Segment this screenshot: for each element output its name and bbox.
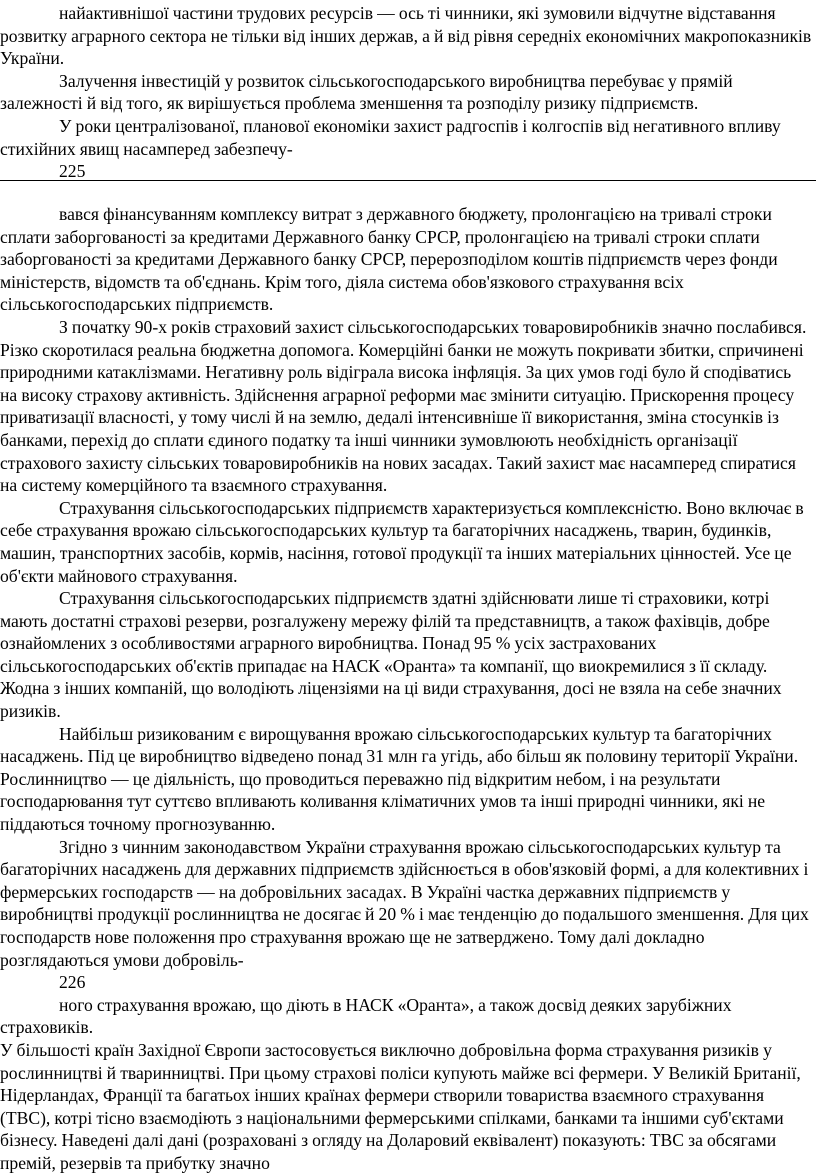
paragraph: У більшості країн Західної Європи застосовується виключно добровільна форма страхування ризиків у рослинництві й тваринництві. При цьому страхові поліси купують майже всі фермери. У Великій Британії, Нідерландах, Франції та багатьох інших країнах фермери створили товариства взаємного страхування (ТВС), котрі тісно взаємодіють з національними фермерськими спілками, банками та іншими суб'єктами бізнесу. Наведені далі дані (розраховані з огляду на Доларовий еквівалент) показують: ТВС за обсягами премій, резервів та прибутку значно [0, 1039, 801, 1173]
paragraph: У роки централізованої, планової економіки захист радгоспів і колгоспів від негативного впливу стихійних явищ насамперед забезпечу- [0, 115, 781, 159]
paragraph: вався фінансуванням комплексу витрат з державного бюджету, пролонгацією на тривалі строки сплати заборгованості за кредитами Державного банку СРСР, пролонгацією на тривалі строки сплати заборгованості за кредитами Державного банку СРСР, перерозподілом коштів підприємств через фонди міністерств, відомств та об'єднань. Крім того, діяла система обов'язкового страхування всіх сільськогосподарських підприємств. [0, 204, 778, 315]
paragraph: Згідно з чинним законодавством України страхування врожаю сільськогосподарських культур та багаторічних насаджень для державних підприємств здійснюється в обов'язковій формі, а для колективних і фермерських господарств — на добровільних засадах. В Україні частка державних підприємств у виробництві продукції рослинництва не досягає й 20 % і має тенденцію до подальшого зменшення. Для цих господарств нове положення про страхування врожаю ще не затверджено. Тому далі докладно розглядаються умови добровіль- [0, 836, 809, 970]
text-segment-1 [0, 2, 812, 183]
paragraph: Страхування сільськогосподарських підприємств здатні здійснювати лише ті страховики, котрі мають достатні страхові резерви, розгалужену мережу філій та представництв, а також фахівців, добре ознайомлених з особливостями аграрного виробництва. Понад 95 % усіх застрахованих сільськогосподарських об'єктів припадає на НАСК «Оранта» та компанії, що виокремилися з її складу. Жодна з інших компаній, що володіють ліцензіями на ці види страхування, досі не взяла на себе значних ризиків. [0, 588, 782, 722]
paragraph: ного страхування врожаю, що діють в НАСК «Оранта», а також досвід деяких зарубіжних страховиків. [0, 994, 732, 1038]
page-number: 225 [59, 161, 86, 182]
paragraph: З початку 90-х років страховий захист сільськогосподарських товаровиробників значно послабився. Різко скоротилася реальна бюджетна допомога. Комерційні банки не можуть покривати збитки, спричинені природними катаклізмами. Негативну роль відіграла висока інфляція. За цих умов годі було й сподіватись на високу страхову активність. Здійснення аграрної реформи має змінити ситуацію. Прискорення процесу приватизації власності, у тому числі й на землю, дедалі інтенсивніше її використання, зміна стосунків із банками, перехід до сплати єдиного податку та інші чинники зумовлюють необхідність організації страхового захисту сільських товаровиробників на нових засадах. Такий захист має насамперед спиратися на систему комерційного та взаємного страхування. [0, 316, 807, 496]
page-number: 226 [59, 972, 86, 993]
text-segment-2 [0, 203, 812, 1175]
page-separator-line [0, 180, 816, 181]
paragraph: найактивнішої частини трудових ресурсів — ось ті чинники, які зумовили відчутне відставання розвитку аграрного сектора не тільки від інших держав, а й від рівня середніх економічних макропоказників України. [0, 3, 812, 69]
paragraph: Найбільш ризикованим є вирощування врожаю сільськогосподарських культур та багаторічних насаджень. Під це виробництво відведено понад 31 млн га угідь, або більш як половину території України. Рослинництво — це діяльність, що проводиться переважно під відкритим небом, і на результати господарювання тут суттєво впливають коливання кліматичних умов та інші природні чинники, які не піддаються точному прогнозуванню. [0, 723, 799, 835]
paragraph: Залучення інвестицій у розвиток сільськогосподарського виробництва перебуває у прямій залежності й від того, як вирішується проблема зменшення та розподілу ризику підприємств. [0, 70, 733, 114]
paragraph: Страхування сільськогосподарських підприємств характеризується комплексністю. Воно включає в себе страхування врожаю сільськогосподарських культур та багаторічних насаджень, тварин, будинків, машин, транспортних засобів, кормів, насіння, готової продукції та інших матеріальних цінностей. Усе це об'єкти майнового страхування. [0, 497, 804, 586]
